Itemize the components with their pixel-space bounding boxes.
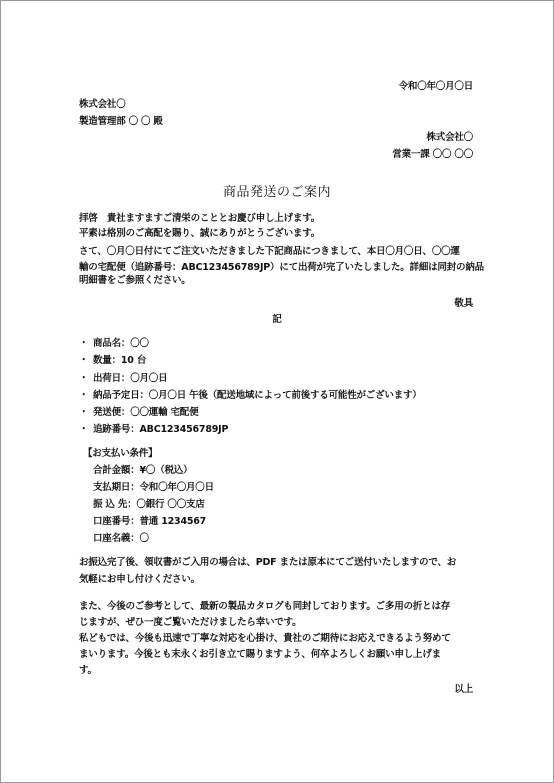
body-line: 気軽にお申し付けください。 [79, 574, 200, 585]
body-line: お振込完了後、領収書がご入用の場合は、PDF または原本にてご送付いたしますので、お [79, 557, 457, 568]
bullet-icon: ・ [79, 390, 89, 401]
greeting-line: 拝啓 貴社ますますご清栄のこととお慶び申し上げます。 [79, 213, 321, 224]
payment-row: 合計金額：¥〇（税込） [93, 465, 193, 476]
body-line: 輸の宅配便（追跡番号：ABC123456789JP）にて出荷が完了いたしました。詳細は同封の納品 [79, 262, 484, 273]
bullet-icon: ・ [79, 338, 89, 349]
closing-ijou: 以上 [454, 684, 473, 695]
body-line: じますが、ぜひ一度ご覧いただけましたら幸いです。 [79, 617, 302, 628]
list-item: ・ 納品予定日：〇月〇日 午後（配送地域によって前後する可能性がございます） [79, 390, 422, 401]
body-line: 明細書をご参照ください。 [79, 275, 191, 286]
list-item: ・ 出荷日：〇月〇日 [79, 373, 168, 384]
body-line: す。 [79, 665, 97, 676]
document-title: 商品発送のご案内 [222, 185, 331, 200]
recipient-company: 株式会社〇 [79, 99, 126, 110]
sender-company: 株式会社〇 [426, 132, 473, 143]
list-item: ・ 数量：10 台 [79, 355, 147, 366]
payment-row: 口座名義：〇 [93, 533, 149, 544]
payment-heading: 【お支払い条件】 [83, 448, 158, 459]
recipient-person: 製造管理部 〇 〇 殿 [79, 116, 163, 127]
payment-row: 口座番号：普通 1234567 [93, 516, 207, 527]
body-line: さて、〇月〇日付にてご注文いただきました下記商品につきまして、本日〇月〇日、〇〇運 [79, 246, 460, 257]
body-line: まいります。今後とも末永くお引き立て賜りますよう、何卒よろしくお願い申し上げま [79, 649, 441, 660]
closing-keigu: 敬具 [454, 298, 473, 309]
document-date: 令和〇年〇月〇日 [398, 81, 473, 92]
ki-heading: 記 [272, 314, 282, 325]
bullet-icon: ・ [79, 373, 89, 384]
list-item: ・ 商品名：〇〇 [79, 338, 149, 349]
greeting-line: 平素は格別のご高配を賜り、誠にありがとうございます。 [79, 228, 321, 239]
list-item: ・ 追跡番号：ABC123456789JP [79, 424, 229, 435]
bullet-icon: ・ [79, 355, 89, 366]
bullet-icon: ・ [79, 424, 89, 435]
payment-row: 振 込 先：〇銀行 〇〇支店 [93, 499, 205, 510]
payment-row: 支払期日：令和〇年〇月〇日 [93, 482, 214, 493]
sender-person: 営業一課 〇〇 〇〇 [392, 149, 473, 160]
body-line: また、今後のご参考として、最新の製品カタログも同封しております。ご多用の折とは存 [79, 601, 451, 612]
body-line: 私どもでは、今後も迅速で丁寧な対応を心掛け、貴社のご期待にお応えできるよう努めて [79, 633, 451, 644]
bullet-icon: ・ [79, 407, 89, 418]
list-item: ・ 発送便：〇〇運輸 宅配便 [79, 407, 199, 418]
